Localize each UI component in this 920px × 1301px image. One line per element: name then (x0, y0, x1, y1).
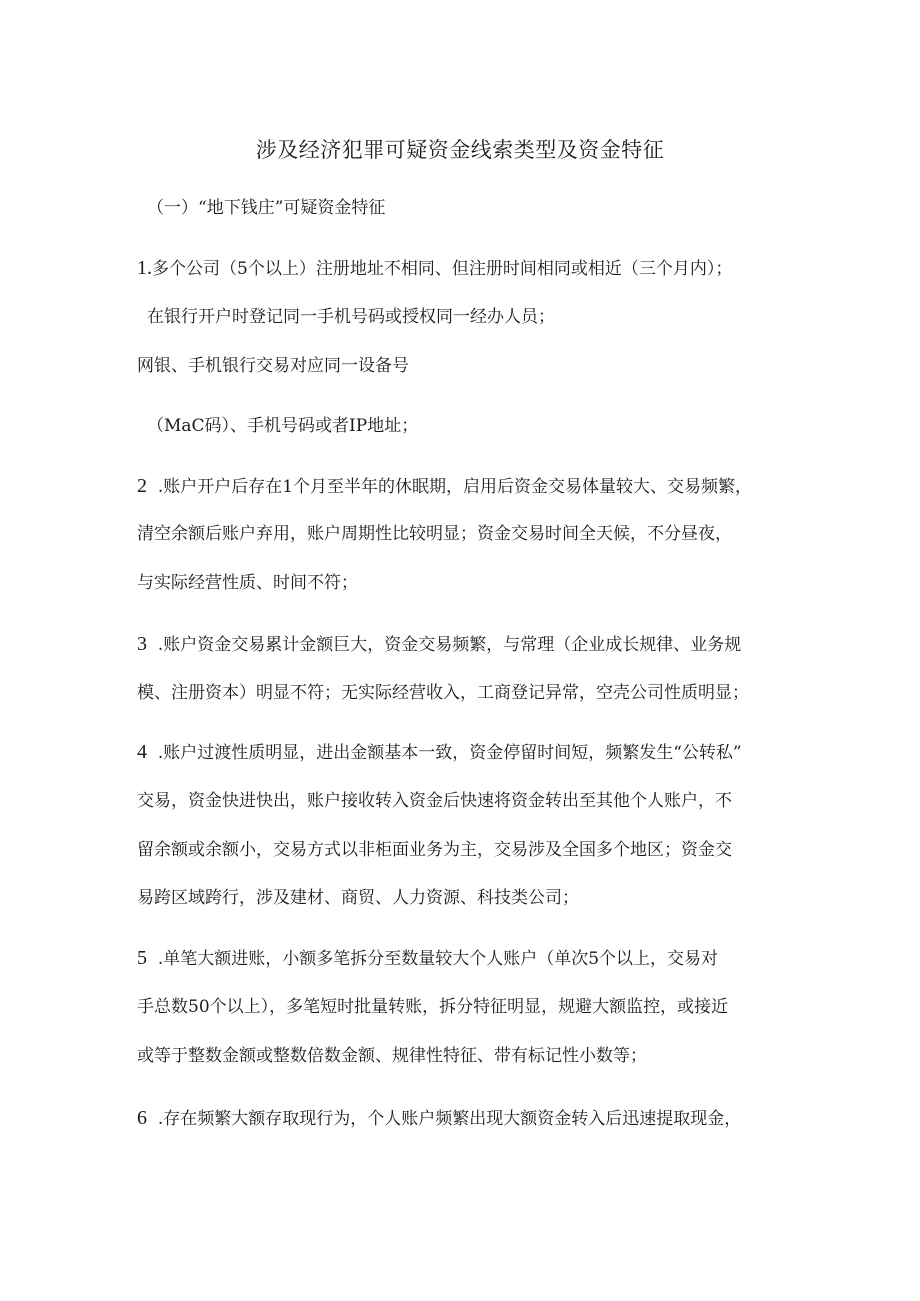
document-title: 涉及经济犯罪可疑资金线索类型及资金特征 (255, 138, 665, 162)
item-number: 4 (137, 741, 147, 763)
item-number: 1. (137, 257, 152, 279)
item-text-line: 网银、手机银行交易对应同一设备号 (137, 356, 409, 376)
item-text-line: .单笔大额进账，小额多笔拆分至数量较大个人账户（单次5个以上，交易对 (157, 949, 719, 969)
item-text-line: 或等于整数金额或整数倍数金额、规律性特征、带有标记性小数等； (137, 1046, 647, 1066)
item-text-line: .存在频繁大额存取现行为，个人账户频繁出现大额资金转入后迅速提取现金， (157, 1109, 742, 1129)
item-text-line: 清空余额后账户弃用，账户周期性比较明显；资金交易时间全天候，不分昼夜， (137, 524, 732, 544)
item-text-line: 与实际经营性质、时间不符； (137, 573, 358, 593)
list-item (137, 256, 732, 281)
item-text-line: 交易，资金快进快出，账户接收转入资金后快速将资金转出至其他个人账户，不 (137, 791, 732, 811)
list-item (137, 1106, 741, 1131)
item-text-line: 模、注册资本）明显不符；无实际经营收入，工商登记异常，空壳公司性质明显； (137, 683, 749, 703)
item-text-line: 多个公司（5个以上）注册地址不相同、但注册时间相同或相近（三个月内）； (152, 259, 733, 279)
item-text-line: 易跨区域跨行，涉及建材、商贸、人力资源、科技类公司； (137, 888, 579, 908)
item-number: 6 (137, 1107, 147, 1129)
item-text-line: 手总数50个以上），多笔短时批量转账，拆分特征明显，规避大额监控，或接近 (137, 997, 729, 1017)
item-number: 3 (137, 633, 147, 655)
list-item (137, 474, 752, 499)
item-number: 2 (137, 475, 147, 497)
list-item (137, 946, 718, 971)
item-text-line: 留余额或余额小，交易方式以非柜面业务为主，交易涉及全国多个地区；资金交 (137, 840, 732, 860)
item-text-line: .账户开户后存在1个月至半年的休眠期，启用后资金交易体量较大、交易频繁， (157, 477, 753, 497)
item-text-line: .账户资金交易累计金额巨大，资金交易频繁，与常理（企业成长规律、业务规 (157, 635, 742, 655)
section-heading: （一）“地下钱庄”可疑资金特征 (147, 198, 386, 218)
item-number: 5 (137, 947, 147, 969)
item-text-line: （MaC码）、手机号码或者IP地址； (147, 416, 419, 436)
list-item (137, 632, 741, 657)
list-item (137, 740, 742, 765)
item-text-line: 在银行开户时登记同一手机号码或授权同一经办人员； (147, 307, 555, 327)
item-text-line: .账户过渡性质明显，进出金额基本一致，资金停留时间短，频繁发生“公转私” (157, 743, 742, 763)
